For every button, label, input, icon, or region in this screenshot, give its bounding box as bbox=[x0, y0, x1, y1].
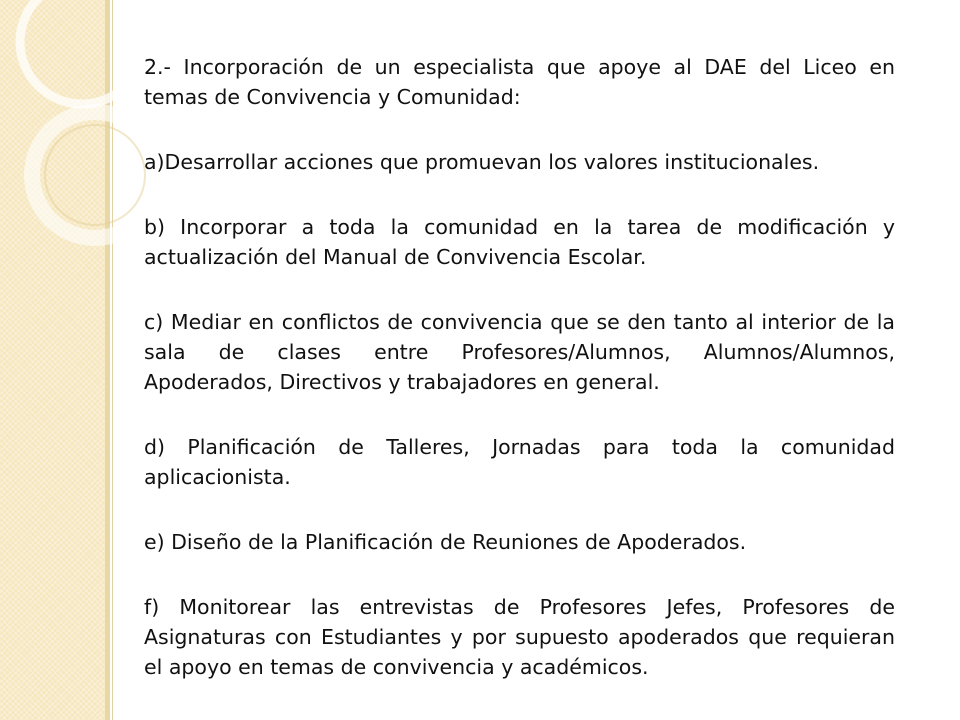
slide-content bbox=[144, 52, 895, 682]
decorative-ring-inner bbox=[45, 125, 145, 225]
decorative-rings bbox=[0, 0, 140, 260]
paragraph-item-c: c) Mediar en conflictos de convivencia que se den tanto al interior de la sala de clases entre Profesores/Alumnos, Alumnos/Alumnos, Apoderados, Directivos y trabajadores en general. bbox=[144, 310, 895, 394]
paragraph-item-d: d) Planificación de Talleres, Jornadas para toda la comunidad aplicacionista. bbox=[144, 435, 895, 489]
paragraph-item-a: a)Desarrollar acciones que promuevan los valores institucionales. bbox=[144, 150, 820, 174]
decorative-ring-medium bbox=[32, 112, 158, 238]
decorative-ring-large bbox=[20, 0, 144, 104]
paragraph-heading: 2.- Incorporación de un especialista que apoye al DAE del Liceo en temas de Convivencia y Comunidad: bbox=[144, 55, 895, 109]
paragraph-item-b: b) Incorporar a toda la comunidad en la tarea de modificación y actualización del Manual de Convivencia Escolar. bbox=[144, 215, 895, 269]
paragraph-item-e: e) Diseño de la Planificación de Reuniones de Apoderados. bbox=[144, 530, 747, 554]
paragraph-item-f: f) Monitorear las entrevistas de Profesores Jefes, Profesores de Asignaturas con Estudiantes y por supuesto apoderados que requieran el apoyo en temas de convivencia y académicos. bbox=[144, 595, 895, 679]
